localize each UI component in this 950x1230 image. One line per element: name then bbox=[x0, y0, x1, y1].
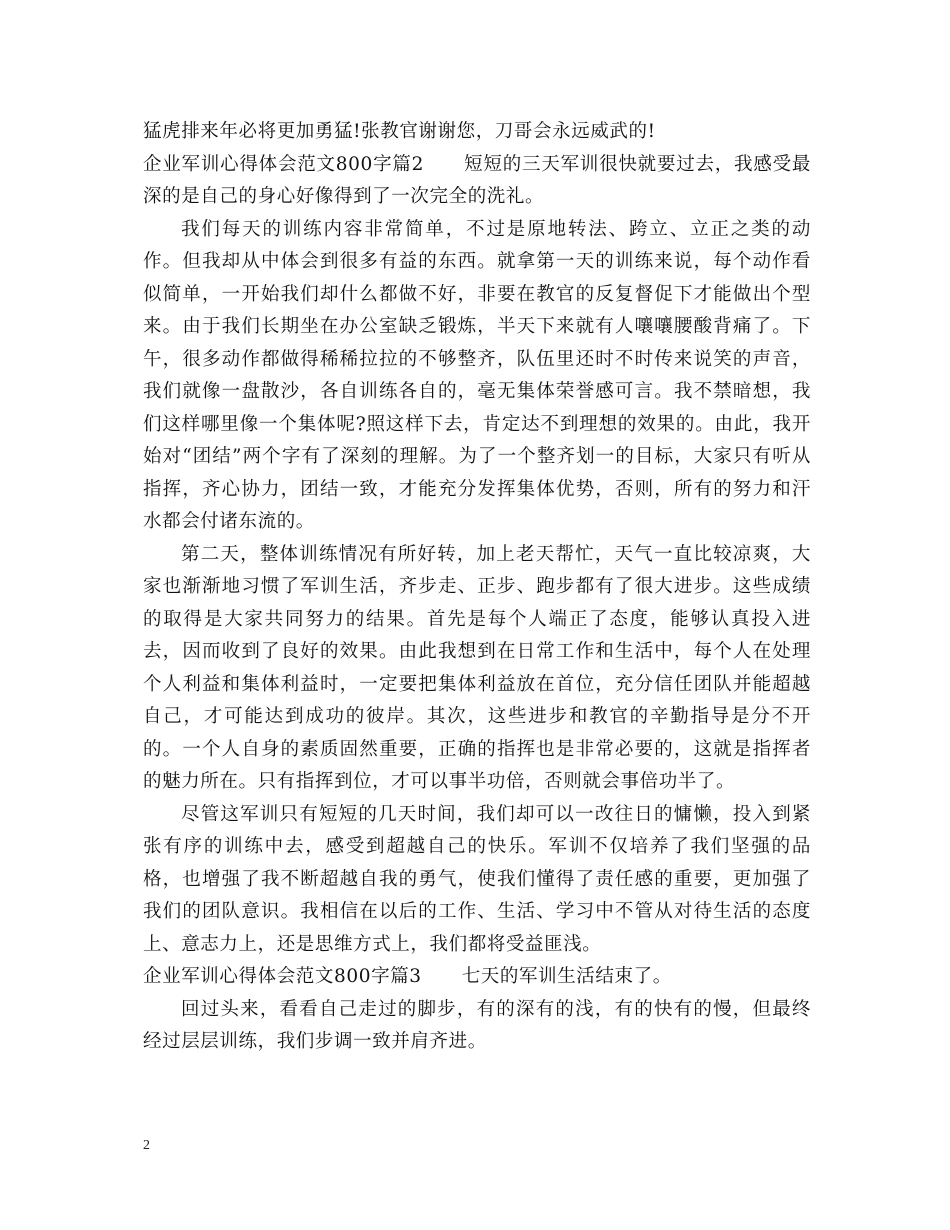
page-number: 2 bbox=[143, 1138, 150, 1153]
paragraph: 回过头来，看看自己走过的脚步，有的深有的浅，有的快有的慢，但最终经过层层训练，我们步调一致并肩齐进。 bbox=[143, 998, 811, 1052]
paragraph: 猛虎排来年必将更加勇猛!张教官谢谢您，刀哥会永远威武的! bbox=[143, 121, 656, 142]
section-title: 企业军训心得体会范文800字篇3 bbox=[143, 966, 422, 987]
paragraph: 第二天，整体训练情况有所好转，加上老天帮忙，天气一直比较凉爽，大家也渐渐地习惯了军训生活，齐步走、正步、跑步都有了很大进步。这些成绩的取得是大家共同努力的结果。首先是每个人端正了态度，能够认真投入进去，因而收到了良好的效果。由此我想到在日常工作和生活中，每个人在处理个人利益和集体利益时，一定要把集体利益放在首位，充分信任团队并能超越自己，才可能达到成功的彼岸。其次，这些进步和教官的辛勤指导是分不开的。一个人自身的素质固然重要，正确的指挥也是非常必要的，这就是指挥者的魅力所在。只有指挥到位，才可以事半功倍，否则就会事倍功半了。 bbox=[143, 543, 811, 792]
section-title: 企业军训心得体会范文800字篇2 bbox=[143, 153, 424, 175]
paragraph: 我们每天的训练内容非常简单，不过是原地转法、跨立、立正之类的动作。但我却从中体会到很多有益的东西。就拿第一天的训练来说，每个动作看似简单，一开始我们却什么都做不好，非要在教官的反复督促下才能做出个型来。由于我们长期坐在办公室缺乏锻炼，半天下来就有人嚷嚷腰酸背痛了。下午，很多动作都做得稀稀拉拉的不够整齐，队伍里还时不时传来说笑的声音，我们就像一盘散沙，各自训练各自的，毫无集体荣誉感可言。我不禁暗想，我们这样哪里像一个集体呢?照这样下去，肯定达不到理想的效果的。由此，我开始对“团结”两个字有了深刻的理解。为了一个整齐划一的目标，大家只有听从指挥，齐心协力，团结一致，才能充分发挥集体优势，否则，所有的努力和汗水都会付诸东流的。 bbox=[143, 218, 811, 532]
document-body bbox=[143, 116, 811, 1059]
section-heading-paragraph bbox=[143, 961, 811, 994]
section-lead-text: 短短的三天军训很快就要过去，我感受最深的是自己的身心好像得到了一次完全的洗礼。 bbox=[143, 153, 811, 207]
section-lead-text: 七天的军训生活结束了。 bbox=[461, 966, 672, 987]
paragraph: 尽管这军训只有短短的几天时间，我们却可以一改往日的慵懒，投入到紧张有序的训练中去，感受到超越自己的快乐。军训不仅培养了我们坚强的品格，也增强了我不断超越自我的勇气，使我们懂得了责任感的重要，更加强了我们的团队意识。我相信在以后的工作、生活、学习中不管从对待生活的态度上、意志力上，还是思维方式上，我们都将受益匪浅。 bbox=[143, 803, 811, 955]
section-heading-paragraph bbox=[143, 149, 811, 214]
